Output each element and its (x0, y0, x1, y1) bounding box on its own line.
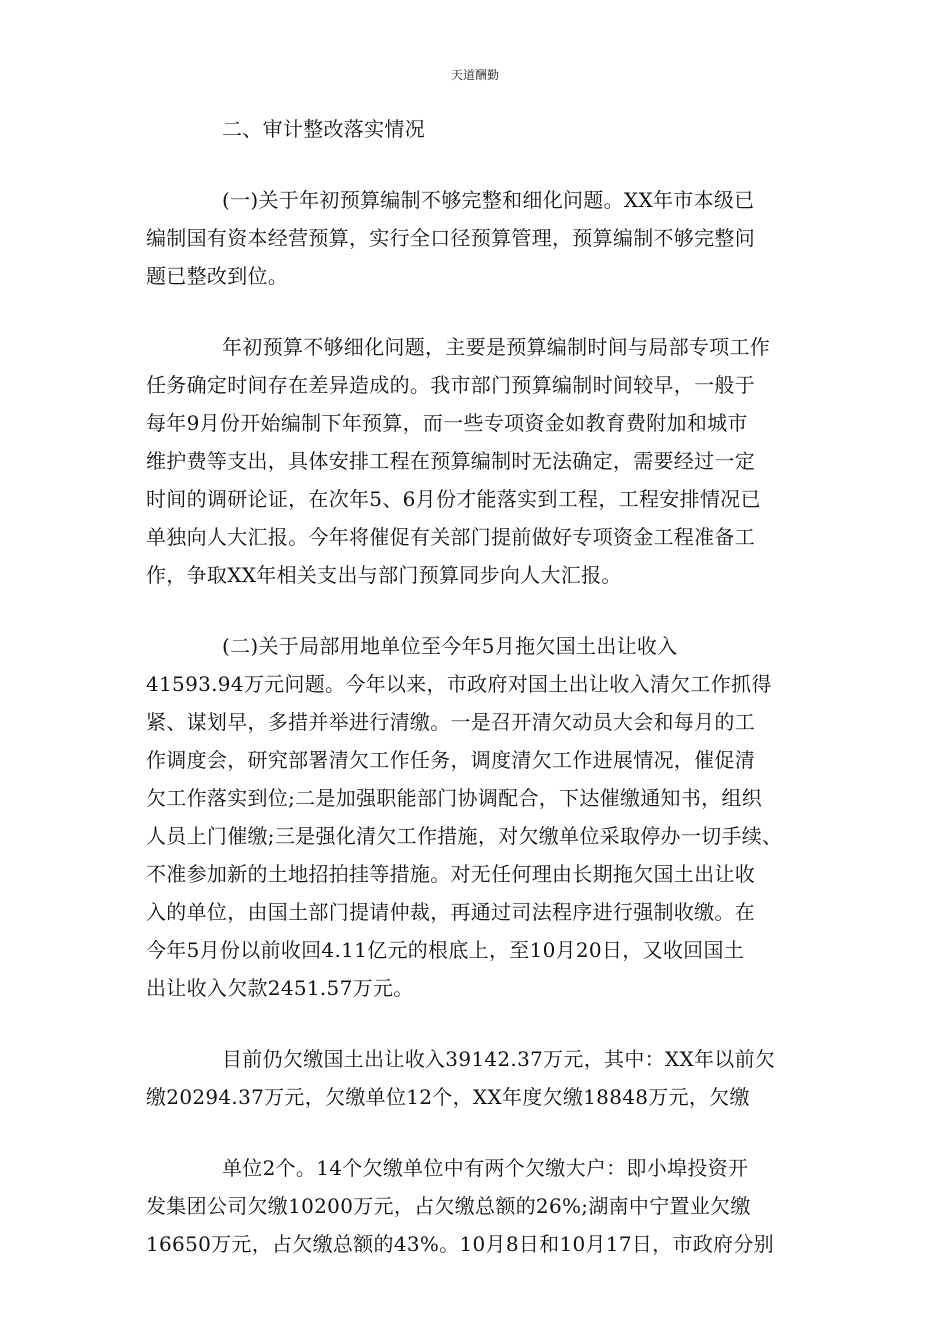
text-line: 作，争取XX年相关支出与部门预算同步向人大汇报。 (146, 563, 622, 587)
text-line: 年初预算不够细化问题，主要是预算编制时间与局部专项工作 (222, 335, 771, 359)
text-line: 41593.94万元问题。今年以来，市政府对国土出让收入清欠工作抓得 (146, 672, 772, 696)
text-line: 目前仍欠缴国土出让收入39142.37万元，其中：XX年以前欠 (222, 1047, 776, 1071)
text-line: 每年9月份开始编制下年预算，而一些专项资金如教育费附加和城市 (146, 411, 748, 435)
text-line: 任务确定时间存在差异造成的。我市部门预算编制时间较早，一般于 (146, 373, 755, 397)
text-line: 时间的调研论证，在次年5、6月份才能落实到工程，工程安排情况已 (146, 487, 761, 511)
text-line: 入的单位，由国土部门提请仲裁，再通过司法程序进行强制收缴。在 (146, 900, 755, 924)
text-line: 出让收入欠款2451.57万元。 (146, 976, 414, 1000)
page-header: 天道酬勤 (450, 68, 499, 82)
text-line: 紧、谋划早，多措并举进行清缴。一是召开清欠动员大会和每月的工 (146, 710, 755, 734)
text-line: (二)关于局部用地单位至今年5月拖欠国土出让收入 (222, 634, 678, 658)
paragraph (146, 1149, 806, 1263)
paragraph (146, 328, 806, 594)
paragraph (146, 1040, 806, 1116)
paragraph (146, 181, 806, 295)
document-body (146, 110, 806, 1263)
text-line: 今年5月份以前收回4.11亿元的根底上，至10月20日，又收回国土 (146, 938, 745, 962)
text-line: 编制国有资本经营预算，实行全口径预算管理，预算编制不够完整问 (146, 226, 755, 250)
text-line: 人员上门催缴;三是强化清欠工作措施，对欠缴单位采取停办一切手续、 (146, 824, 783, 848)
text-line: 单独向人大汇报。今年将催促有关部门提前做好专项资金工程准备工 (146, 525, 755, 549)
text-line: 题已整改到位。 (146, 264, 289, 288)
text-line: 作调度会，研究部署清欠工作任务，调度清欠工作进展情况，催促清 (146, 748, 755, 772)
section-heading (146, 110, 806, 148)
text-line: 发集团公司欠缴10200万元，占欠缴总额的26%;湖南中宁置业欠缴 (146, 1194, 751, 1218)
text-line: 缴20294.37万元，欠缴单位12个，XX年度欠缴18848万元，欠缴 (146, 1085, 750, 1109)
text-line: 欠工作落实到位;二是加强职能部门协调配合，下达催缴通知书，组织 (146, 786, 763, 810)
text-line: 16650万元，占欠缴总额的43%。10月8日和10月17日，市政府分别 (146, 1232, 774, 1256)
text-line: 单位2个。14个欠缴单位中有两个欠缴大户：即小埠投资开 (222, 1156, 749, 1180)
text-line: 维护费等支出，具体安排工程在预算编制时无法确定，需要经过一定 (146, 449, 755, 473)
text-line: 二、审计整改落实情况 (222, 117, 425, 141)
text-line: 不准参加新的土地招拍挂等措施。对无任何理由长期拖欠国土出让收 (146, 862, 755, 886)
text-line: (一)关于年初预算编制不够完整和细化问题。XX年市本级已 (222, 188, 755, 212)
paragraph (146, 627, 806, 1007)
